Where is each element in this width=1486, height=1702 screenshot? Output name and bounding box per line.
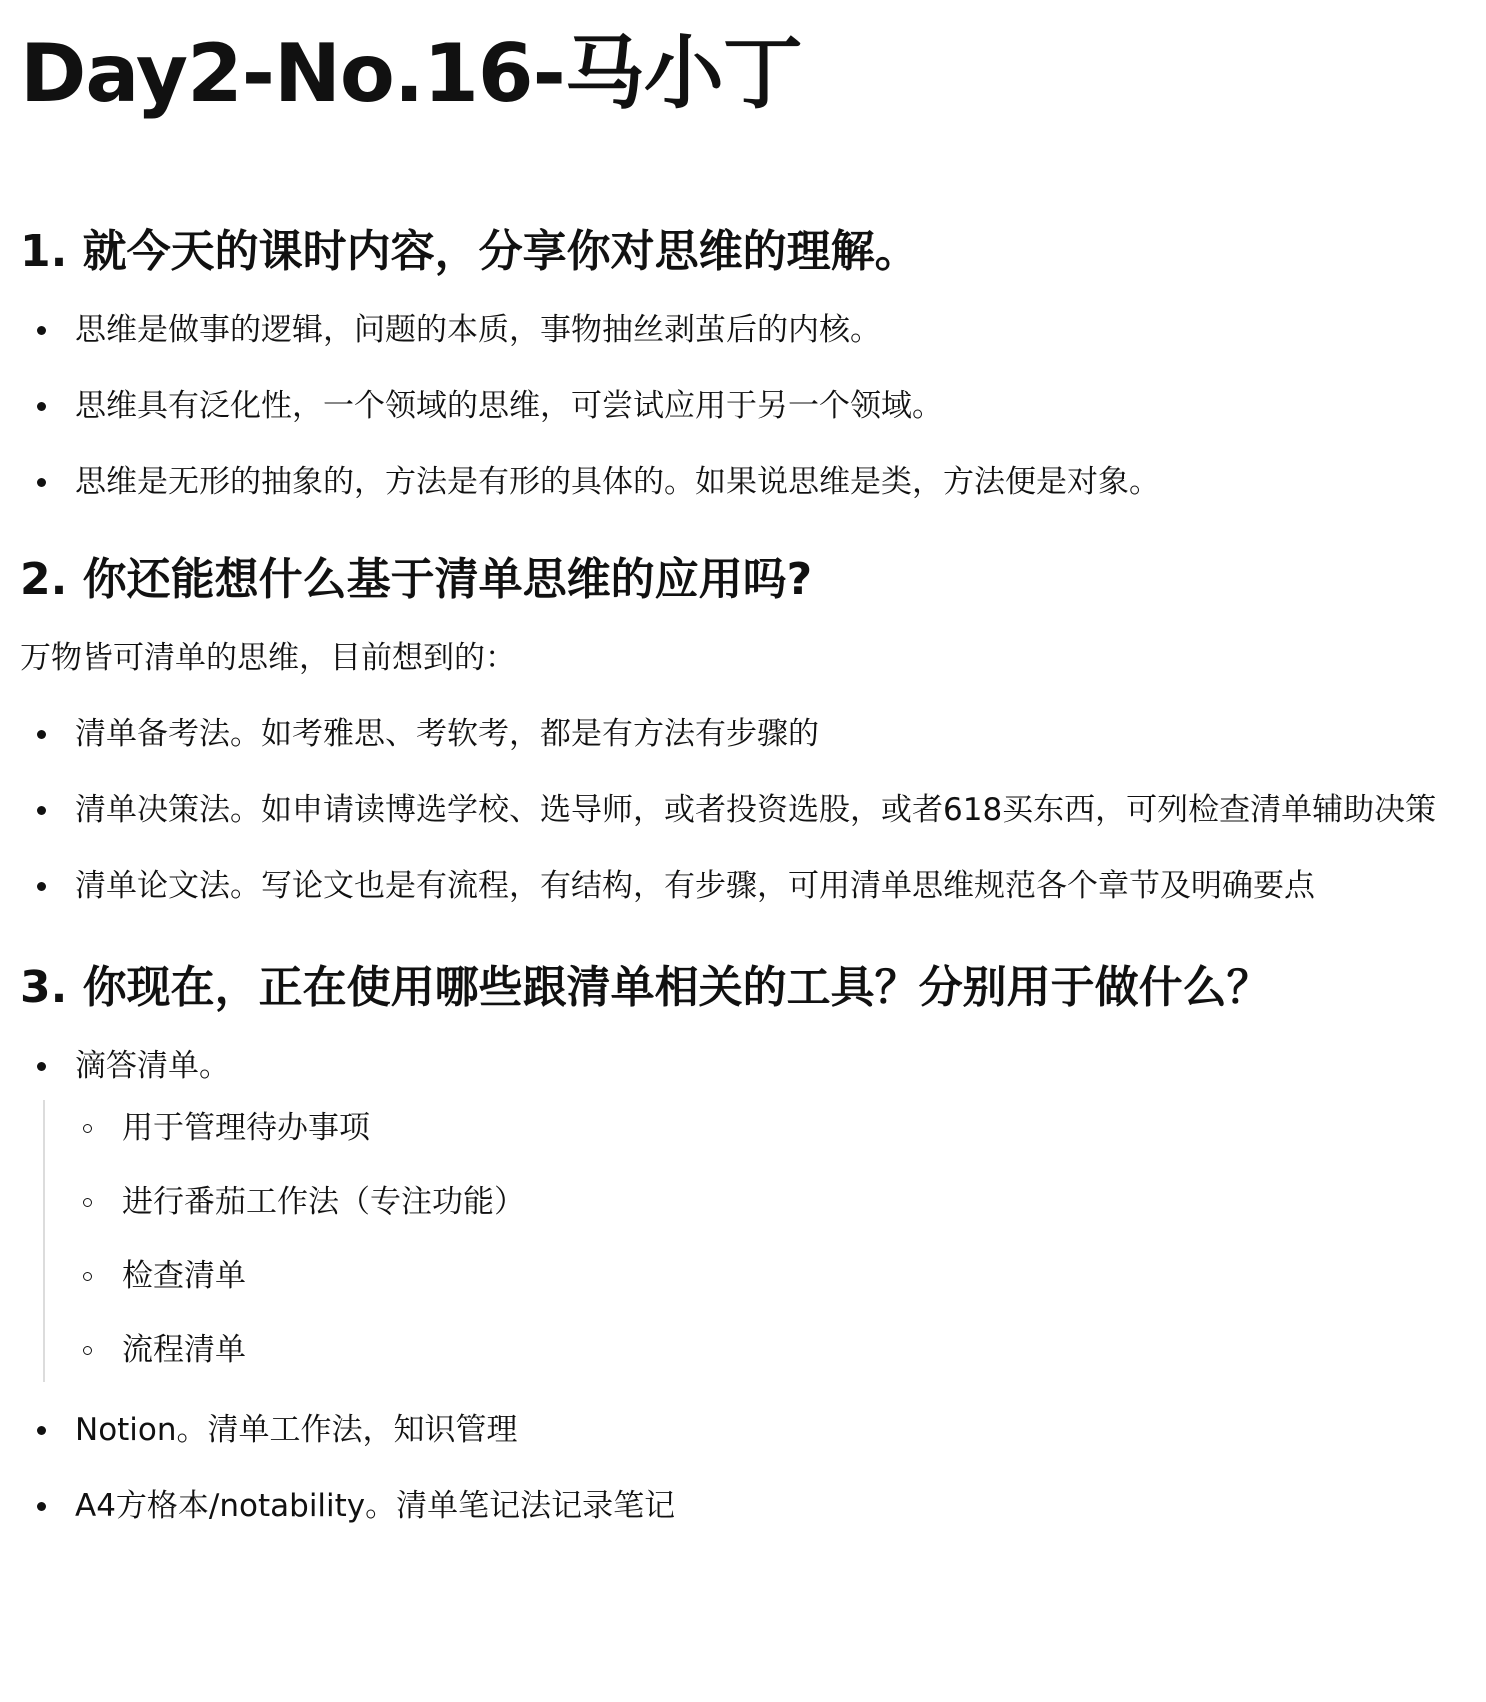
nested-list-item: 进行番茄工作法（专注功能） [45,1174,1460,1230]
section-heading-2: 2. 你还能想什么基于清单思维的应用吗? [20,554,813,605]
list-item: 思维是无形的抽象的，方法是有形的具体的。如果说思维是类，方法便是对象。 [20,454,1460,510]
list-item: 思维是做事的逻辑，问题的本质，事物抽丝剥茧后的内核。 [20,302,1460,358]
list-item-dida [20,1038,1460,1382]
page-title: Day2-No.16-马小丁 [20,27,802,120]
section-heading-3: 3. 你现在，正在使用哪些跟清单相关的工具？分别用于做什么？ [20,962,1271,1013]
nested-list [43,1100,1460,1382]
nested-list-item: 用于管理待办事项 [45,1100,1460,1156]
document [20,0,1460,1534]
section-1-list [20,302,1460,510]
list-item: A4方格本/notability。清单笔记法记录笔记 [20,1478,1460,1534]
list-item: 思维具有泛化性，一个领域的思维，可尝试应用于另一个领域。 [20,378,1460,434]
list-item: 清单决策法。如申请读博选学校、选导师，或者投资选股，或者618买东西，可列检查清单辅助决策 [20,782,1460,838]
section-heading-1: 1. 就今天的课时内容，分享你对思维的理解。 [20,226,919,277]
list-item: 清单备考法。如考雅思、考软考，都是有方法有步骤的 [20,706,1460,762]
list-item: Notion。清单工作法，知识管理 [20,1402,1460,1458]
section-3-list [20,1038,1460,1534]
list-item-label: 滴答清单。 [75,1048,230,1084]
section-2-intro: 万物皆可清单的思维，目前想到的： [20,640,516,676]
list-item: 清单论文法。写论文也是有流程，有结构，有步骤，可用清单思维规范各个章节及明确要点 [20,858,1460,914]
nested-list-item: 流程清单 [45,1322,1460,1378]
section-2-list [20,706,1460,914]
nested-list-item: 检查清单 [45,1248,1460,1304]
